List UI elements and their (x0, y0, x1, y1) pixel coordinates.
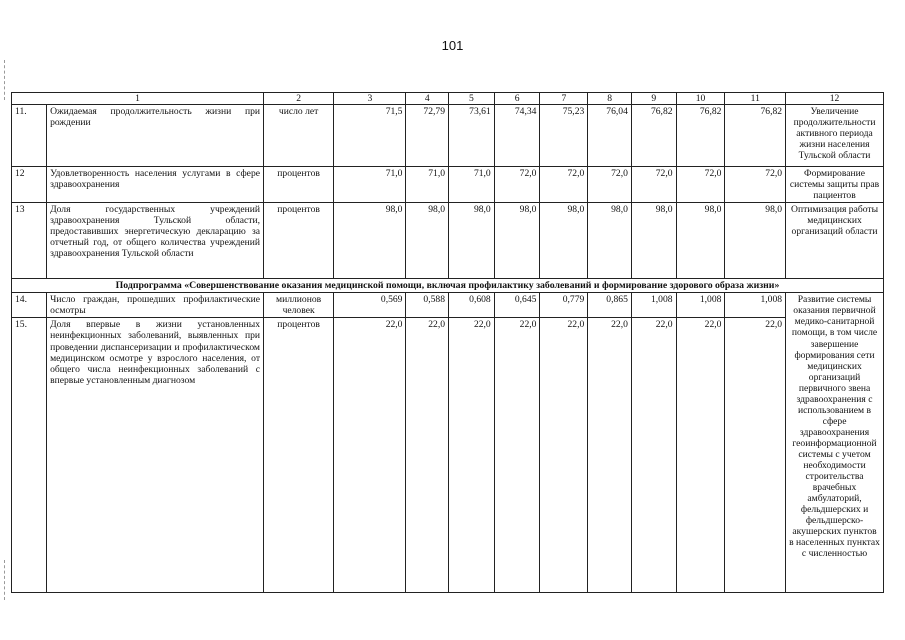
value-cell: 75,23 (540, 105, 588, 167)
scan-edge-mark (4, 560, 5, 600)
table-row (12, 318, 884, 593)
value-cell: 71,5 (334, 105, 406, 167)
header-row (12, 93, 884, 105)
value-cell: 0,779 (540, 293, 588, 318)
value-cell: 22,0 (406, 318, 449, 593)
value-cell: 98,0 (540, 203, 588, 279)
value-cell: 22,0 (631, 318, 676, 593)
value-cell: 73,61 (449, 105, 495, 167)
value-cell: 76,82 (676, 105, 725, 167)
value-cell: 76,04 (588, 105, 632, 167)
row-number-cell: 13 (12, 203, 47, 279)
value-cell: 22,0 (676, 318, 725, 593)
table-row (12, 105, 884, 167)
value-cell: 72,79 (406, 105, 449, 167)
value-cell: 72,0 (676, 167, 725, 203)
value-cell: 98,0 (406, 203, 449, 279)
header-cell: 9 (631, 93, 676, 105)
header-cell: 10 (676, 93, 725, 105)
unit-cell: число лет (264, 105, 334, 167)
unit-cell: миллионов человек (264, 293, 334, 318)
header-cell: 8 (588, 93, 632, 105)
expected-result-cell: Оптимизация работы медицинских организаций области (786, 203, 884, 279)
scan-edge-mark (4, 60, 5, 100)
table-row (12, 167, 884, 203)
table-row (12, 293, 884, 318)
indicator-name-cell: Удовлетворенность населения услугами в сфере здравоохранения (47, 167, 264, 203)
value-cell: 98,0 (588, 203, 632, 279)
value-cell: 0,645 (494, 293, 540, 318)
indicators-table (11, 92, 884, 593)
row-number-cell: 14. (12, 293, 47, 318)
value-cell: 98,0 (631, 203, 676, 279)
value-cell: 72,0 (725, 167, 786, 203)
value-cell: 72,0 (588, 167, 632, 203)
indicator-name-cell: Доля государственных учреждений здравоохранения Тульской области, предоставивших энергетическую декларацию за отчетный год, от общего количества учреждений здравоохранения Тульской области (47, 203, 264, 279)
value-cell: 72,0 (631, 167, 676, 203)
header-cell: 1 (12, 93, 264, 105)
value-cell: 71,0 (406, 167, 449, 203)
value-cell: 98,0 (494, 203, 540, 279)
value-cell: 0,608 (449, 293, 495, 318)
value-cell: 72,0 (540, 167, 588, 203)
expected-result-cell: Формирование системы защиты прав пациентов (786, 167, 884, 203)
value-cell: 74,34 (494, 105, 540, 167)
value-cell: 98,0 (449, 203, 495, 279)
page-number: 101 (441, 38, 464, 53)
unit-cell: процентов (264, 167, 334, 203)
value-cell: 98,0 (334, 203, 406, 279)
subprogram-title: Подпрограмма «Совершенствование оказания медицинской помощи, включая профилактику заболеваний и формирование здорового образа жизни» (12, 279, 884, 293)
indicator-name-cell: Доля впервые в жизни установленных неинфекционных заболеваний, выявленных при проведении диспансеризации и профилактическом медицинском осмотре у взрослого населения, от общего числа неинфекционных заболеваний с впервые установленным диагнозом (47, 318, 264, 593)
value-cell: 98,0 (676, 203, 725, 279)
value-cell: 22,0 (725, 318, 786, 593)
table-row (12, 203, 884, 279)
value-cell: 71,0 (449, 167, 495, 203)
value-cell: 0,865 (588, 293, 632, 318)
unit-cell: процентов (264, 318, 334, 593)
header-cell: 3 (334, 93, 406, 105)
value-cell: 22,0 (449, 318, 495, 593)
value-cell: 22,0 (540, 318, 588, 593)
value-cell: 0,569 (334, 293, 406, 318)
header-cell: 6 (494, 93, 540, 105)
header-cell: 7 (540, 93, 588, 105)
indicator-name-cell: Число граждан, прошедших профилактические осмотры (47, 293, 264, 318)
value-cell: 1,008 (725, 293, 786, 318)
value-cell: 22,0 (494, 318, 540, 593)
value-cell: 98,0 (725, 203, 786, 279)
row-number-cell: 15. (12, 318, 47, 593)
header-cell: 4 (406, 93, 449, 105)
expected-result-cell: Увеличение продолжительности активного периода жизни населения Тульской области (786, 105, 884, 167)
row-number-cell: 11. (12, 105, 47, 167)
row-number-cell: 12 (12, 167, 47, 203)
value-cell: 1,008 (676, 293, 725, 318)
value-cell: 71,0 (334, 167, 406, 203)
value-cell: 22,0 (588, 318, 632, 593)
value-cell: 72,0 (494, 167, 540, 203)
section-row (12, 279, 884, 293)
value-cell: 76,82 (631, 105, 676, 167)
header-cell: 2 (264, 93, 334, 105)
indicator-name-cell: Ожидаемая продолжительность жизни при рождении (47, 105, 264, 167)
header-cell: 5 (449, 93, 495, 105)
value-cell: 0,588 (406, 293, 449, 318)
header-cell: 12 (786, 93, 884, 105)
value-cell: 1,008 (631, 293, 676, 318)
value-cell: 22,0 (334, 318, 406, 593)
header-cell: 11 (725, 93, 786, 105)
value-cell: 76,82 (725, 105, 786, 167)
unit-cell: процентов (264, 203, 334, 279)
expected-result-cell: Развитие системы оказания первичной медико-санитарной помощи, в том числе завершение формирования сети медицинских организаций первичного звена здравоохранения с использованием в сфере здравоохранения геоинформационной системы с учетом необходимости строительства врачебных амбулаторий, фельдшерских и фельдшерско-акушерских пунктов в населенных пунктах с численностью (786, 293, 884, 593)
